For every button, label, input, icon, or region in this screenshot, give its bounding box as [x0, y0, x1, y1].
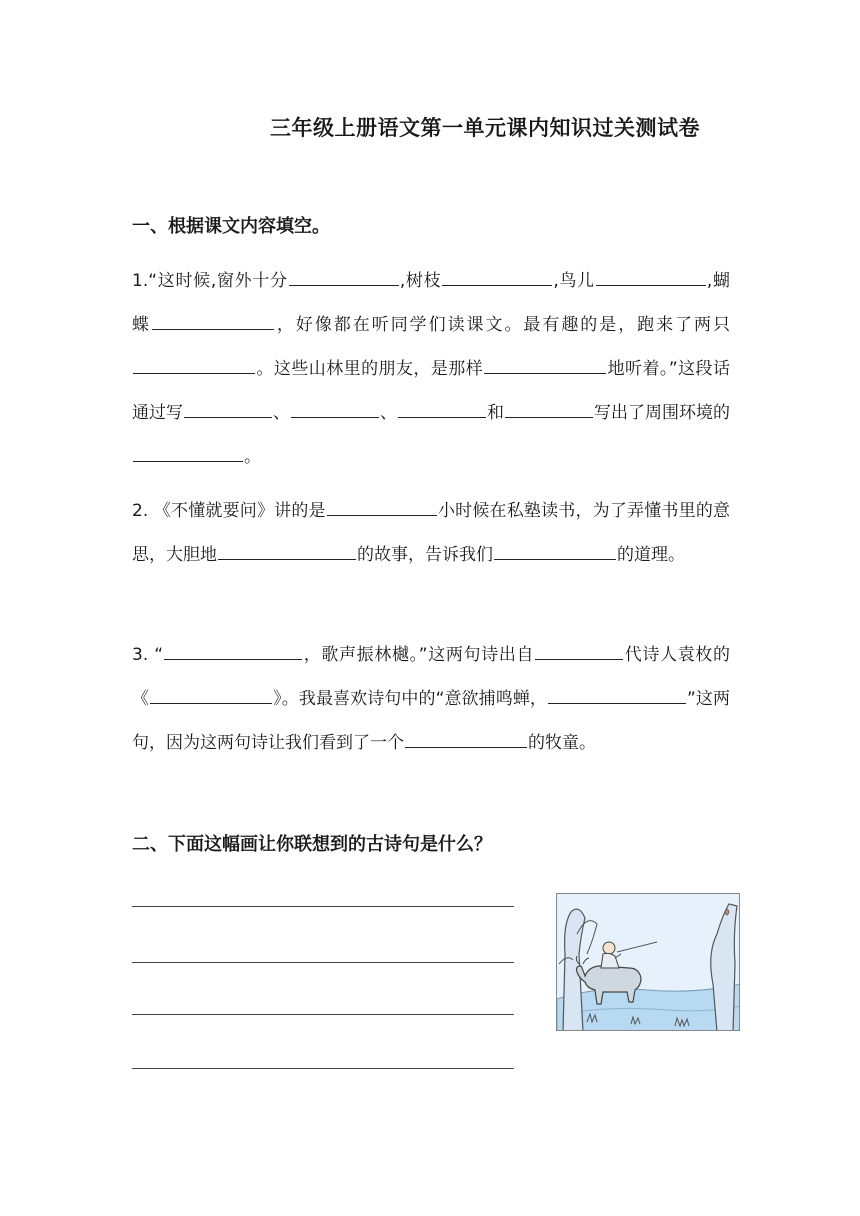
answer-blank[interactable] — [484, 356, 606, 374]
question-2 — [132, 489, 730, 577]
q2-text: 小时候在私塾读书，为了弄懂书里的意思，大胆地 — [132, 501, 731, 565]
answer-blank[interactable] — [535, 642, 623, 660]
q2-text: 2. 《不懂就要问》讲的是 — [132, 501, 326, 521]
answer-blank[interactable] — [494, 542, 616, 560]
q1-text: 、 — [273, 403, 290, 423]
question-1 — [132, 259, 730, 479]
answer-blank[interactable] — [548, 686, 686, 704]
q2-text: 的道理。 — [617, 545, 685, 565]
answer-blank[interactable] — [133, 444, 243, 462]
q1-text: ,树枝 — [399, 271, 442, 291]
q3-text: 的牧童。 — [528, 733, 596, 753]
herd-boy-on-ox-illustration — [556, 893, 740, 1031]
answer-blank[interactable] — [327, 498, 437, 516]
q1-text: 地听着。”这段话通过写 — [132, 359, 731, 423]
q1-text: ，好像都在听同学们读课文。最有趣的是，跑来了两只 — [274, 315, 731, 335]
q3-text: 3. “ — [132, 645, 164, 665]
answer-blank[interactable] — [152, 312, 274, 330]
q1-text: ,蝴蝶 — [132, 271, 730, 335]
answer-blank[interactable] — [164, 642, 302, 660]
answer-blank[interactable] — [405, 730, 527, 748]
q3-text: 代诗人袁枚的《 — [132, 645, 731, 709]
answer-line[interactable] — [132, 906, 514, 907]
question-3 — [132, 633, 730, 765]
answer-blank[interactable] — [184, 400, 272, 418]
q1-text: 。这些山林里的朋友，是那样 — [256, 359, 484, 379]
q1-text: 写出了周围环境的 — [594, 403, 730, 423]
q1-text: 和 — [487, 403, 504, 423]
answer-blank[interactable] — [289, 268, 399, 286]
answer-line[interactable] — [132, 1014, 514, 1015]
answer-blank[interactable] — [291, 400, 379, 418]
q1-text: ,鸟儿 — [553, 271, 595, 291]
answer-blank[interactable] — [150, 686, 272, 704]
answer-line[interactable] — [132, 1068, 514, 1069]
answer-blank[interactable] — [442, 268, 552, 286]
q3-text: ”这两句，因为这两句诗让我们看到了一个 — [132, 689, 731, 753]
answer-line[interactable] — [132, 962, 514, 963]
answer-blank[interactable] — [596, 268, 706, 286]
answer-blank[interactable] — [133, 356, 255, 374]
answer-blank[interactable] — [398, 400, 486, 418]
q3-text: 》。我最喜欢诗句中的“意欲捕鸣蝉， — [273, 689, 548, 709]
section1-heading: 一、根据课文内容填空。 — [132, 216, 330, 237]
answer-blank[interactable] — [218, 542, 356, 560]
page-title: 三年级上册语文第一单元课内知识过关测试卷 — [270, 116, 700, 140]
answer-blank[interactable] — [505, 400, 593, 418]
q1-text: 1.“这时候,窗外十分 — [132, 271, 288, 291]
section2-heading: 二、下面这幅画让你联想到的古诗句是什么？ — [132, 834, 492, 855]
q1-text: 、 — [380, 403, 397, 423]
q1-text: 。 — [244, 447, 261, 467]
q3-text: ，歌声振林樾。”这两句诗出自 — [303, 645, 535, 665]
herd-boy-illustration-icon — [557, 894, 740, 1031]
q2-text: 的故事，告诉我们 — [357, 545, 493, 565]
